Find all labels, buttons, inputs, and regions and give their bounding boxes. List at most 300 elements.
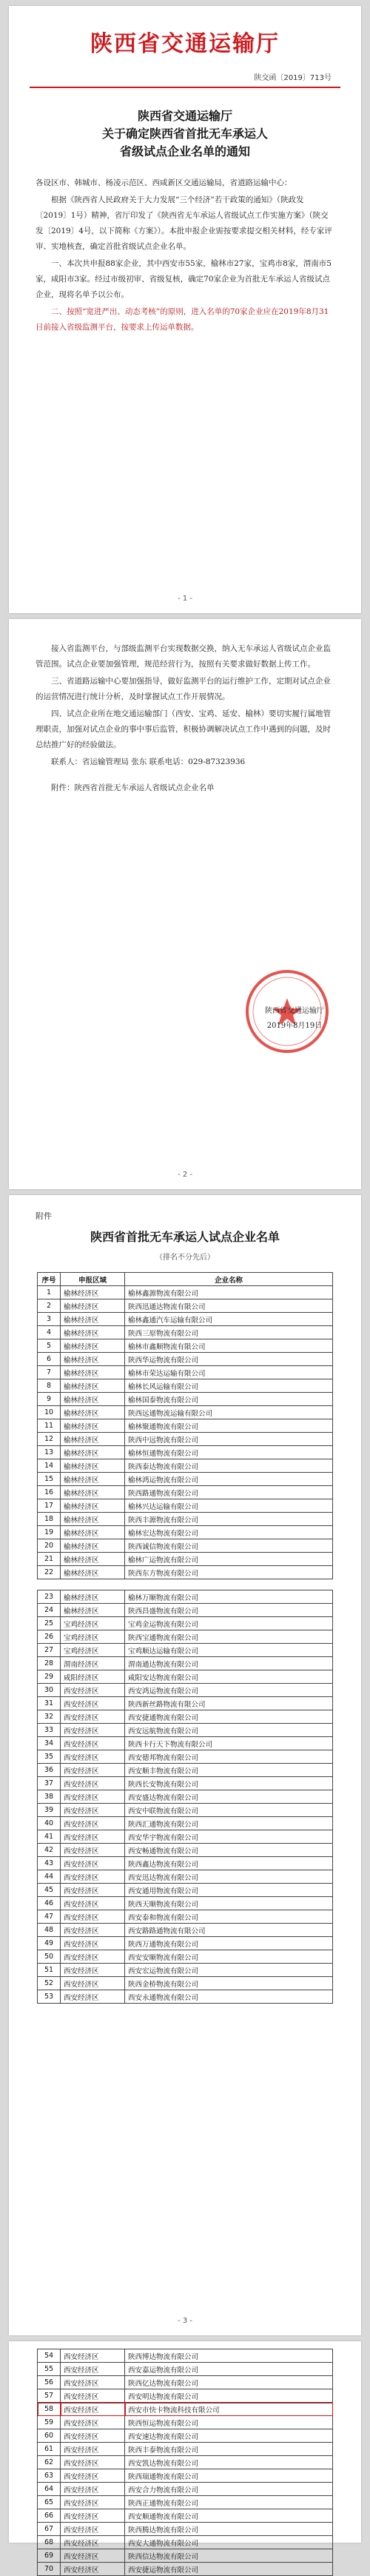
cell-index: 42 (38, 1844, 61, 1857)
cell-region: 西安经济区 (61, 1777, 125, 1790)
cell-region: 西安经济区 (61, 2429, 125, 2443)
cell-company: 陕西金桥物流有限公司 (125, 1977, 333, 1990)
body-paragraph: 一、本次共申报88家企业，其中西安市55家，榆林市27家，宝鸡市8家，渭南市5家，咸阳市3家。经过市级初审、省级复核，确定70家企业为首批无车承运人省级试点企业，现将名单予以公布。 (36, 259, 332, 299)
cell-company: 榆林国泰物流有限公司 (125, 1393, 333, 1406)
document-body (36, 175, 334, 335)
table-row (38, 1406, 333, 1419)
cell-region: 榆林经济区 (61, 1339, 125, 1353)
cell-index: 62 (38, 2456, 61, 2469)
cell-company: 陕西迅通达物流有限公司 (125, 1299, 333, 1313)
page-number: - 2 - (178, 1171, 192, 1179)
document-title (9, 107, 361, 161)
table-body (38, 2349, 333, 2576)
cell-company: 陕西昌盛物流有限公司 (125, 1604, 333, 1617)
cell-index: 26 (38, 1630, 61, 1644)
cell-region: 西安经济区 (61, 1830, 125, 1844)
table-row (38, 1644, 333, 1657)
cell-index: 33 (38, 1724, 61, 1737)
table-row (38, 1419, 333, 1433)
table-row (38, 1950, 333, 1964)
cell-region: 榆林经济区 (61, 1433, 125, 1446)
cell-region: 西安经济区 (61, 1697, 125, 1710)
table-row (38, 1924, 333, 1937)
cell-company: 西安盛达物流有限公司 (125, 1790, 333, 1804)
cell-region: 宝鸡经济区 (61, 1644, 125, 1657)
cell-index: 54 (38, 2349, 61, 2363)
cell-index: 63 (38, 2469, 61, 2483)
document-page-1 (9, 6, 361, 613)
table-row (38, 1617, 333, 1630)
cell-region: 西安经济区 (61, 1870, 125, 1884)
cell-index: 43 (38, 1857, 61, 1870)
cell-index: 69 (38, 2549, 61, 2563)
cell-region: 西安经济区 (61, 2549, 125, 2563)
cell-index: 48 (38, 1924, 61, 1937)
cell-company: 榆林市鑫顺物流有限公司 (125, 1339, 333, 1353)
cell-index: 46 (38, 1897, 61, 1910)
cell-region: 渭南经济区 (61, 1657, 125, 1670)
table-row (38, 2469, 333, 2483)
cell-index: 53 (38, 1990, 61, 2004)
cell-index: 50 (38, 1950, 61, 1964)
table-row (38, 1486, 333, 1499)
cell-region: 西安经济区 (61, 2363, 125, 2376)
attachment-label: 附件 (36, 1211, 52, 1221)
table-row (38, 1710, 333, 1724)
document-page-4 (9, 2341, 361, 2575)
cell-company: 榆林宏达物流有限公司 (125, 1526, 333, 1539)
table-row (38, 1657, 333, 1670)
table-row (38, 1630, 333, 1644)
cell-region: 西安经济区 (61, 1937, 125, 1950)
cell-region: 西安经济区 (61, 2443, 125, 2456)
cell-company: 陕西长安物流有限公司 (125, 1777, 333, 1790)
cell-index: 17 (38, 1499, 61, 1513)
cell-region: 宝鸡经济区 (61, 1630, 125, 1644)
table-row (38, 2563, 333, 2576)
cell-region: 榆林经济区 (61, 1446, 125, 1459)
cell-region: 榆林经济区 (61, 1459, 125, 1473)
cell-index: 24 (38, 1604, 61, 1617)
table-row (38, 1884, 333, 1897)
cell-region: 榆林经济区 (61, 1539, 125, 1553)
table-row (38, 1286, 333, 1299)
cell-index: 12 (38, 1433, 61, 1446)
cell-company: 陕西路通物流有限公司 (125, 1486, 333, 1499)
table-row (38, 2416, 333, 2429)
table-row (38, 2536, 333, 2549)
signature-block (265, 1004, 324, 1034)
cell-region: 西安经济区 (61, 1710, 125, 1724)
cell-company: 西安合力物流有限公司 (125, 2483, 333, 2496)
cell-region: 西安经济区 (61, 2496, 125, 2509)
cell-index: 66 (38, 2509, 61, 2523)
table-row (38, 1513, 333, 1526)
cell-index: 27 (38, 1644, 61, 1657)
cell-index: 3 (38, 1313, 61, 1326)
table-row (38, 1339, 333, 1353)
table-row (38, 1299, 333, 1313)
table-body (38, 1590, 333, 2004)
cell-company: 西安明达物流有限公司 (125, 2389, 333, 2403)
table-row (38, 1526, 333, 1539)
cell-company: 榆林鸿运物流有限公司 (125, 1473, 333, 1486)
cell-company: 榆林市荣达运输有限公司 (125, 1366, 333, 1379)
cell-region: 西安经济区 (61, 2389, 125, 2403)
red-separator-line (30, 87, 340, 88)
table-row (38, 2456, 333, 2469)
cell-company: 西安宏运物流有限公司 (125, 1964, 333, 1977)
cell-company: 陕西鑫达物流有限公司 (125, 1857, 333, 1870)
table-row (38, 2509, 333, 2523)
cell-company: 西安通用物流有限公司 (125, 1884, 333, 1897)
cell-index: 58 (38, 2403, 61, 2416)
cell-index: 20 (38, 1539, 61, 1553)
cell-region: 西安经济区 (61, 1844, 125, 1857)
cell-index: 61 (38, 2443, 61, 2456)
letterhead-issuer: 陕西省交通运输厅 (90, 31, 280, 57)
body-paragraph: 根据《陕西省人民政府关于大力发展“三个经济”若干政策的通知》（陕政发〔2019〕1号）精神，省厅印发了《陕西省无车承运人省级试点工作实施方案》（陕交发〔2019〕4号，以下简称《方案》）。本批申报企业需按要求提交相关材料，经专家评审、实地核查，确定首批省级试点企业名单。 (36, 195, 332, 251)
cell-region: 西安经济区 (61, 2509, 125, 2523)
cell-company: 西安顺丰物流有限公司 (125, 1764, 333, 1777)
cell-company: 西安迅达物流有限公司 (125, 1870, 333, 1884)
cell-company: 陕西泰达物流有限公司 (125, 1459, 333, 1473)
cell-company: 陕西三原物流有限公司 (125, 1326, 333, 1339)
cell-index: 29 (38, 1670, 61, 1684)
list-title: 陕西省首批无车承运人试点企业名单 (90, 1230, 280, 1244)
cell-region: 西安经济区 (61, 2376, 125, 2389)
cell-region: 西安经济区 (61, 1724, 125, 1737)
cell-index: 8 (38, 1379, 61, 1393)
cell-company: 陕西新丝路物流有限公司 (125, 1697, 333, 1710)
table-row (38, 1670, 333, 1684)
cell-region: 西安经济区 (61, 1804, 125, 1817)
table-row (38, 1737, 333, 1750)
cell-index: 40 (38, 1817, 61, 1830)
cell-index: 7 (38, 1366, 61, 1379)
cell-company: 陕西诚信物流有限公司 (125, 1539, 333, 1553)
cell-index: 52 (38, 1977, 61, 1990)
cell-region: 西安经济区 (61, 1964, 125, 1977)
table-row (38, 2363, 333, 2376)
cell-company: 陕西亿达物流有限公司 (125, 2376, 333, 2389)
cell-company: 榆林广运物流有限公司 (125, 1553, 333, 1566)
table-row (38, 1553, 333, 1566)
cell-index: 41 (38, 1830, 61, 1844)
cell-company: 榆林长风运输有限公司 (125, 1379, 333, 1393)
cell-company: 榆林鑫源物流有限公司 (125, 1286, 333, 1299)
cell-company: 陕西中远物流有限公司 (125, 1433, 333, 1446)
cell-company: 西安路路通物流有限公司 (125, 1924, 333, 1937)
cell-company: 榆林鑫通汽车运输有限公司 (125, 1313, 333, 1326)
cell-company: 西安嘉运物流有限公司 (125, 2363, 333, 2376)
cell-company: 陕西天顺物流有限公司 (125, 1897, 333, 1910)
table-row (38, 1777, 333, 1790)
header-company: 企业名称 (125, 1273, 333, 1286)
cell-company: 榆林聚通物流有限公司 (125, 1419, 333, 1433)
cell-company: 陕西宝通物流有限公司 (125, 1630, 333, 1644)
cell-region: 西安经济区 (61, 2536, 125, 2549)
cell-company: 渭南通达物流有限公司 (125, 1657, 333, 1670)
cell-region: 西安经济区 (61, 1790, 125, 1804)
cell-company: 西安安顺物流有限公司 (125, 1950, 333, 1964)
cell-company: 榆林恒通物流有限公司 (125, 1446, 333, 1459)
table-row (38, 2389, 333, 2403)
cell-index: 57 (38, 2389, 61, 2403)
cell-index: 1 (38, 1286, 61, 1299)
cell-region: 西安经济区 (61, 1684, 125, 1697)
cell-region: 西安经济区 (61, 2349, 125, 2363)
cell-company: 陕西卡行天下物流有限公司 (125, 1737, 333, 1750)
cell-index: 25 (38, 1617, 61, 1630)
table-row (38, 1499, 333, 1513)
cell-company: 咸阳安达物流有限公司 (125, 1670, 333, 1684)
cell-company: 西安中联物流有限公司 (125, 1804, 333, 1817)
cell-company: 宝鸡金运物流有限公司 (125, 1617, 333, 1630)
cell-index: 60 (38, 2429, 61, 2443)
table-row (38, 1326, 333, 1339)
page-number: - 1 - (178, 595, 192, 603)
cell-region: 西安经济区 (61, 1977, 125, 1990)
cell-index: 16 (38, 1486, 61, 1499)
cell-index: 28 (38, 1657, 61, 1670)
body-paragraph: 二、按照“宽进严出、动态考核”的原则，进入名单的70家企业应在2019年8月31日前接入省级监测平台，按要求上传运单数据。 (36, 307, 329, 332)
cell-region: 西安经济区 (61, 1990, 125, 2004)
cell-region: 西安经济区 (61, 2523, 125, 2536)
title-line-3: 省级试点企业名单的通知 (119, 144, 250, 158)
cell-index: 30 (38, 1684, 61, 1697)
cell-region: 西安经济区 (61, 1737, 125, 1750)
table-row (38, 1910, 333, 1924)
cell-region: 榆林经济区 (61, 1299, 125, 1313)
cell-region: 西安经济区 (61, 2563, 125, 2576)
cell-company: 陕西恒运物流有限公司 (125, 2416, 333, 2429)
cell-company: 陕西博达物流有限公司 (125, 2349, 333, 2363)
cell-company: 西安远航物流有限公司 (125, 1724, 333, 1737)
cell-index: 11 (38, 1419, 61, 1433)
table-row (38, 1790, 333, 1804)
cell-index: 18 (38, 1513, 61, 1526)
cell-region: 榆林经济区 (61, 1526, 125, 1539)
table-row (38, 1844, 333, 1857)
table-row (38, 1764, 333, 1777)
table-row (38, 2496, 333, 2509)
cell-region: 榆林经济区 (61, 1366, 125, 1379)
cell-company: 西安市快卡物流科技有限公司 (125, 2403, 333, 2416)
cell-region: 西安经济区 (61, 1897, 125, 1910)
cell-index: 5 (38, 1339, 61, 1353)
cell-company: 西安捷通物流有限公司 (125, 1710, 333, 1724)
table-header-row (38, 1273, 333, 1286)
cell-region: 榆林经济区 (61, 1473, 125, 1486)
cell-region: 榆林经济区 (61, 1379, 125, 1393)
cell-company: 陕西信达物流有限公司 (125, 2549, 333, 2563)
cell-region: 榆林经济区 (61, 1353, 125, 1366)
table-row (38, 2523, 333, 2536)
cell-index: 36 (38, 1764, 61, 1777)
table-row (38, 2443, 333, 2456)
cell-company: 陕西腾达物流有限公司 (125, 2523, 333, 2536)
cell-company: 陕西丰源物流有限公司 (125, 1513, 333, 1526)
table-row (38, 1804, 333, 1817)
table-row (38, 1459, 333, 1473)
cell-index: 47 (38, 1910, 61, 1924)
cell-index: 35 (38, 1750, 61, 1764)
cell-region: 榆林经济区 (61, 1590, 125, 1604)
cell-index: 19 (38, 1526, 61, 1539)
cell-index: 44 (38, 1870, 61, 1884)
sign-date: 2019年8月19日 (266, 1022, 323, 1030)
table-row (38, 2349, 333, 2363)
table-row (38, 1977, 333, 1990)
body-paragraph: 接入省监测平台，与部级监测平台实现数据交换，纳入无车承运人省级试点企业监管范围。试点企业要加强管理，规范经营行为，按照有关要求做好数据上传工作。 (36, 644, 331, 669)
document-body-continued (36, 641, 334, 796)
cell-region: 宝鸡经济区 (61, 1617, 125, 1630)
table-row (38, 1830, 333, 1844)
cell-index: 49 (38, 1937, 61, 1950)
table-row (38, 1870, 333, 1884)
cell-company: 陕西远通物流运输有限公司 (125, 1406, 333, 1419)
cell-region: 榆林经济区 (61, 1553, 125, 1566)
enterprise-table-part-3 (37, 2349, 333, 2576)
table-row (38, 1590, 333, 1604)
cell-company: 陕西丰泰物流有限公司 (125, 2443, 333, 2456)
cell-region: 西安经济区 (61, 1817, 125, 1830)
cell-index: 65 (38, 2496, 61, 2509)
cell-company: 陕西华运物流有限公司 (125, 1353, 333, 1366)
cell-region: 榆林经济区 (61, 1326, 125, 1339)
cell-index: 64 (38, 2483, 61, 2496)
sign-organization: 陕西省交通运输厅 (265, 1007, 324, 1015)
cell-region: 西安经济区 (61, 2416, 125, 2429)
table-row (38, 1566, 333, 1579)
body-paragraph: 三、省道路运输中心要加强指导，做好监测平台的运行维护工作，定期对试点企业的运营情况进行统计分析，及时掌握试点工作开展情况。 (36, 677, 331, 701)
page-number: - 3 - (178, 2317, 192, 2325)
cell-company: 陕西东方物流有限公司 (125, 1566, 333, 1579)
cell-region: 榆林经济区 (61, 1566, 125, 1579)
cell-region: 西安经济区 (61, 2469, 125, 2483)
cell-index: 32 (38, 1710, 61, 1724)
cell-index: 15 (38, 1473, 61, 1486)
table-body (38, 1286, 333, 1579)
cell-company: 陕西万通物流有限公司 (125, 1937, 333, 1950)
table-row (38, 1684, 333, 1697)
cell-company: 西安畅通物流有限公司 (125, 1844, 333, 1857)
cell-index: 39 (38, 1804, 61, 1817)
cell-index: 10 (38, 1406, 61, 1419)
table-row (38, 1473, 333, 1486)
cell-company: 西安泰和物流有限公司 (125, 1910, 333, 1924)
contact-line: 联系人：省运输管理局 张东 联系电话：029-87323936 (51, 757, 246, 766)
cell-index: 59 (38, 2416, 61, 2429)
table-row (38, 1446, 333, 1459)
table-row (38, 1697, 333, 1710)
table-row (38, 1353, 333, 1366)
table-row (38, 1539, 333, 1553)
cell-index: 56 (38, 2376, 61, 2389)
cell-index: 2 (38, 1299, 61, 1313)
cell-index: 6 (38, 1353, 61, 1366)
cell-company: 宝鸡顺达运输有限公司 (125, 1644, 333, 1657)
table-row (38, 2549, 333, 2563)
cell-company: 西安鸿运物流有限公司 (125, 1684, 333, 1697)
table-row (38, 2403, 333, 2416)
cell-region: 榆林经济区 (61, 1486, 125, 1499)
cell-company: 西安永通物流有限公司 (125, 1990, 333, 2004)
table-row (38, 2483, 333, 2496)
cell-index: 51 (38, 1964, 61, 1977)
cell-index: 9 (38, 1393, 61, 1406)
cell-company: 榆林兴达运输有限公司 (125, 1499, 333, 1513)
cell-region: 西安经济区 (61, 2403, 125, 2416)
body-paragraph: 四、试点企业所在地交通运输部门（西安、宝鸡、延安、榆林）要切实履行属地管理职责，加强对试点企业的事中事后监管，积极协调解决试点工作中遇到的问题，及时总结推广好的经验做法。 (36, 709, 331, 749)
cell-company: 陕西汇通物流有限公司 (125, 1817, 333, 1830)
list-subtitle: （排名不分先后） (155, 1254, 215, 1262)
cell-company: 陕西瑞通物流有限公司 (125, 2469, 333, 2483)
cell-index: 14 (38, 1459, 61, 1473)
cell-index: 34 (38, 1737, 61, 1750)
table-row (38, 2376, 333, 2389)
table-row (38, 1990, 333, 2004)
cell-company: 西安德邦物流有限公司 (125, 1750, 333, 1764)
table-row (38, 1817, 333, 1830)
cell-region: 西安经济区 (61, 1884, 125, 1897)
cell-index: 45 (38, 1884, 61, 1897)
cell-index: 22 (38, 1566, 61, 1579)
cell-index: 4 (38, 1326, 61, 1339)
table-row (38, 2429, 333, 2443)
table-row (38, 1393, 333, 1406)
cell-region: 西安经济区 (61, 2456, 125, 2469)
document-page-2 (9, 619, 361, 1189)
cell-index: 68 (38, 2536, 61, 2549)
cell-index: 67 (38, 2523, 61, 2536)
table-row (38, 1433, 333, 1446)
cell-region: 榆林经济区 (61, 1406, 125, 1419)
cell-company: 西安速达物流有限公司 (125, 2429, 333, 2443)
cell-region: 西安经济区 (61, 1950, 125, 1964)
cell-company: 西安大通物流有限公司 (125, 2536, 333, 2549)
cell-company: 陕西正通物流有限公司 (125, 2496, 333, 2509)
table-row (38, 1897, 333, 1910)
table-row (38, 1964, 333, 1977)
header-region: 申报区域 (61, 1273, 125, 1286)
cell-region: 榆林经济区 (61, 1393, 125, 1406)
title-line-2: 关于确定陕西省首批无车承运人 (101, 127, 268, 141)
cell-region: 西安经济区 (61, 1750, 125, 1764)
table-row (38, 1379, 333, 1393)
cell-region: 榆林经济区 (61, 1513, 125, 1526)
enterprise-table-part-2 (37, 1590, 333, 2004)
cell-region: 榆林经济区 (61, 1419, 125, 1433)
table-row (38, 1937, 333, 1950)
cell-region: 榆林经济区 (61, 1499, 125, 1513)
cell-index: 38 (38, 1790, 61, 1804)
cell-region: 西安经济区 (61, 1857, 125, 1870)
title-line-1: 陕西省交通运输厅 (137, 109, 232, 123)
cell-region: 西安经济区 (61, 1910, 125, 1924)
document-page-3 (9, 1195, 361, 2335)
cell-index: 31 (38, 1697, 61, 1710)
table-row (38, 1750, 333, 1764)
cell-region: 西安经济区 (61, 1924, 125, 1937)
enterprise-table-part-1 (37, 1272, 333, 1579)
cell-company: 西安华宇物流有限公司 (125, 1830, 333, 1844)
cell-company: 西安顺通物流有限公司 (125, 2509, 333, 2523)
table-row (38, 1724, 333, 1737)
cell-region: 榆林经济区 (61, 1286, 125, 1299)
cell-index: 55 (38, 2363, 61, 2376)
